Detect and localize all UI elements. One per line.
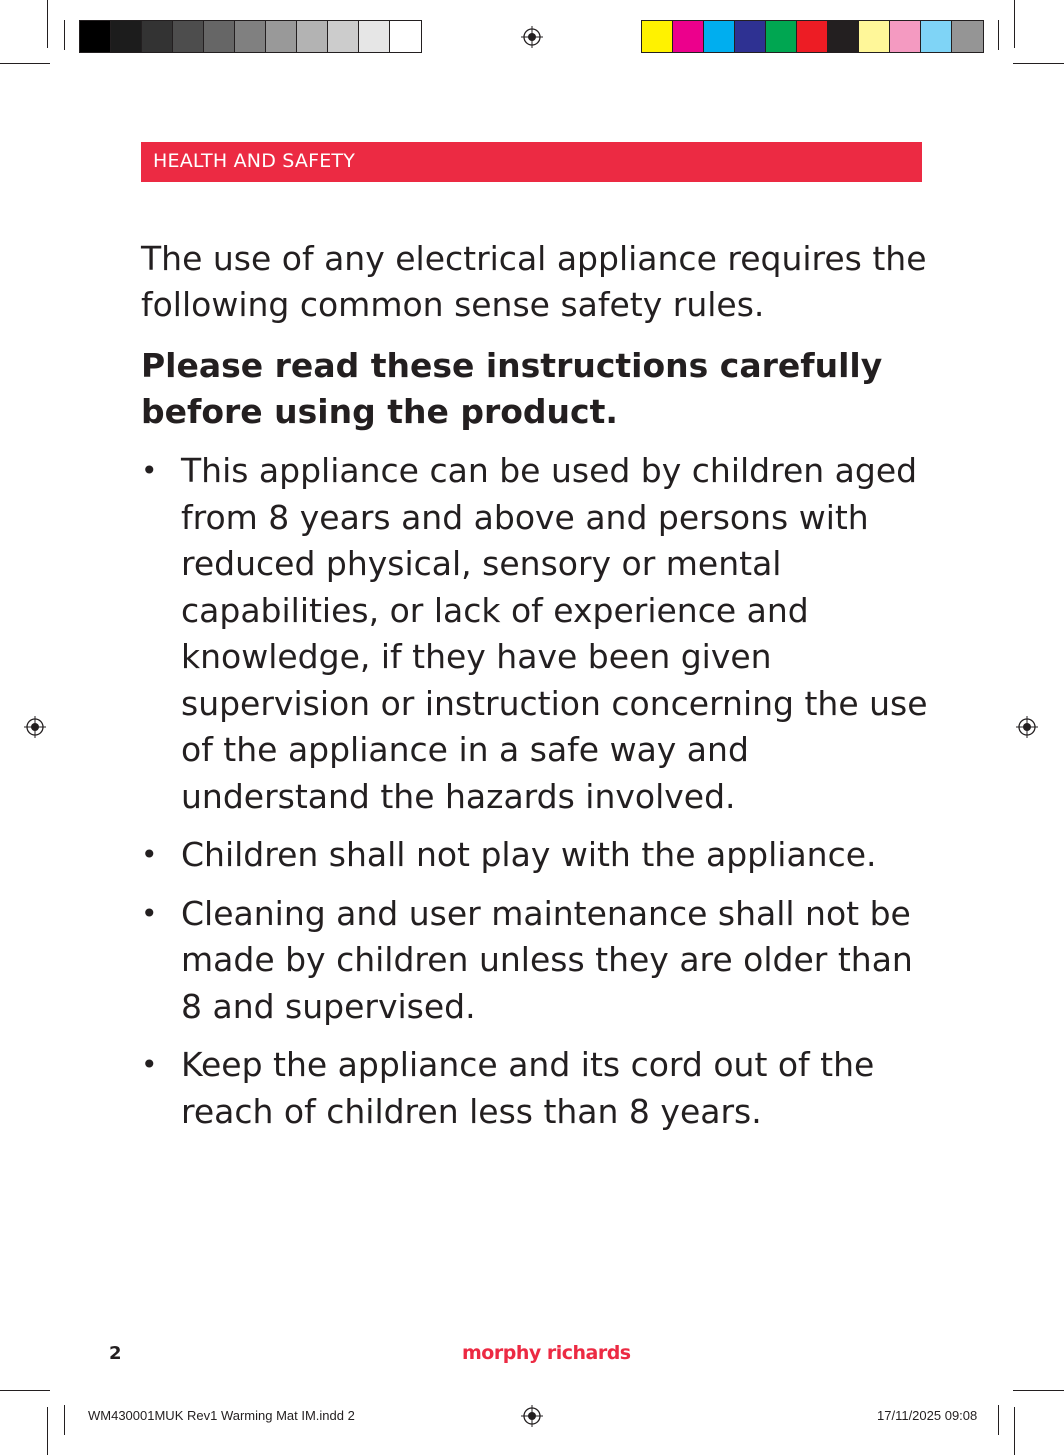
color-swatch — [359, 21, 390, 52]
crop-mark — [0, 1390, 50, 1391]
crop-mark — [1013, 1390, 1064, 1391]
section-title: HEALTH AND SAFETY — [153, 150, 356, 172]
list-item-text: Children shall not play with the appliance. — [181, 835, 877, 874]
crop-mark — [1014, 1407, 1015, 1455]
color-swatch — [266, 21, 297, 52]
section-header — [141, 142, 922, 182]
registration-mark-icon — [521, 26, 543, 48]
list-item-text: This appliance can be used by children aged from 8 years and above and persons with reduced physical, sensory or mental capabilities, or lack of experience and knowledge, if they have been given supervision or instruction concerning the use of the appliance in a safe way and understand the hazards involved. — [181, 451, 928, 816]
color-swatch — [142, 21, 173, 52]
color-swatch — [704, 21, 735, 52]
crop-mark — [1014, 0, 1015, 48]
color-swatch — [390, 21, 421, 52]
color-swatch — [766, 21, 797, 52]
list-item — [141, 891, 931, 1031]
registration-mark-icon — [24, 716, 46, 738]
crop-mark — [998, 20, 999, 50]
brand-logo: morphy richards — [462, 1342, 631, 1364]
color-swatch — [828, 21, 859, 52]
date-slug: 17/11/2025 09:08 — [877, 1408, 978, 1423]
crop-mark — [0, 63, 50, 64]
color-swatch — [859, 21, 890, 52]
crop-mark — [47, 0, 48, 48]
color-swatch — [204, 21, 235, 52]
crop-mark — [998, 1405, 999, 1435]
bullet-icon: • — [141, 1048, 158, 1081]
list-item — [141, 1042, 931, 1135]
process-color-bar — [641, 20, 984, 53]
color-swatch — [921, 21, 952, 52]
list-item — [141, 832, 931, 879]
list-item — [141, 448, 931, 820]
bullet-icon: • — [141, 454, 158, 487]
color-swatch — [642, 21, 673, 52]
intro-paragraph: The use of any electrical appliance requires the following common sense safety rules. — [141, 239, 927, 324]
color-swatch — [797, 21, 828, 52]
crop-mark — [47, 1407, 48, 1455]
color-swatch — [890, 21, 921, 52]
page-number: 2 — [109, 1343, 122, 1364]
list-item-text: Keep the appliance and its cord out of the reach of children less than 8 years. — [181, 1045, 875, 1131]
registration-mark-icon — [521, 1405, 543, 1427]
bullet-icon: • — [141, 896, 158, 930]
color-swatch — [673, 21, 704, 52]
crop-mark — [64, 20, 65, 50]
crop-mark — [64, 1405, 65, 1435]
color-swatch — [80, 21, 111, 52]
registration-mark-icon — [1016, 716, 1038, 738]
list-item-text: Cleaning and user maintenance shall not be made by children unless they are older than 8 and supervised. — [181, 893, 913, 1026]
color-swatch — [952, 21, 983, 52]
bullet-icon: • — [141, 838, 158, 871]
crop-mark — [1013, 63, 1064, 64]
safety-rules-list — [141, 448, 931, 1147]
instruction-notice: Please read these instructions carefully before using the product. — [141, 346, 883, 431]
color-swatch — [111, 21, 142, 52]
color-swatch — [235, 21, 266, 52]
color-swatch — [297, 21, 328, 52]
color-swatch — [173, 21, 204, 52]
file-slug: WM430001MUK Rev1 Warming Mat IM.indd 2 — [88, 1408, 355, 1423]
color-swatch — [328, 21, 359, 52]
grey-color-bar — [79, 20, 422, 53]
color-swatch — [735, 21, 766, 52]
